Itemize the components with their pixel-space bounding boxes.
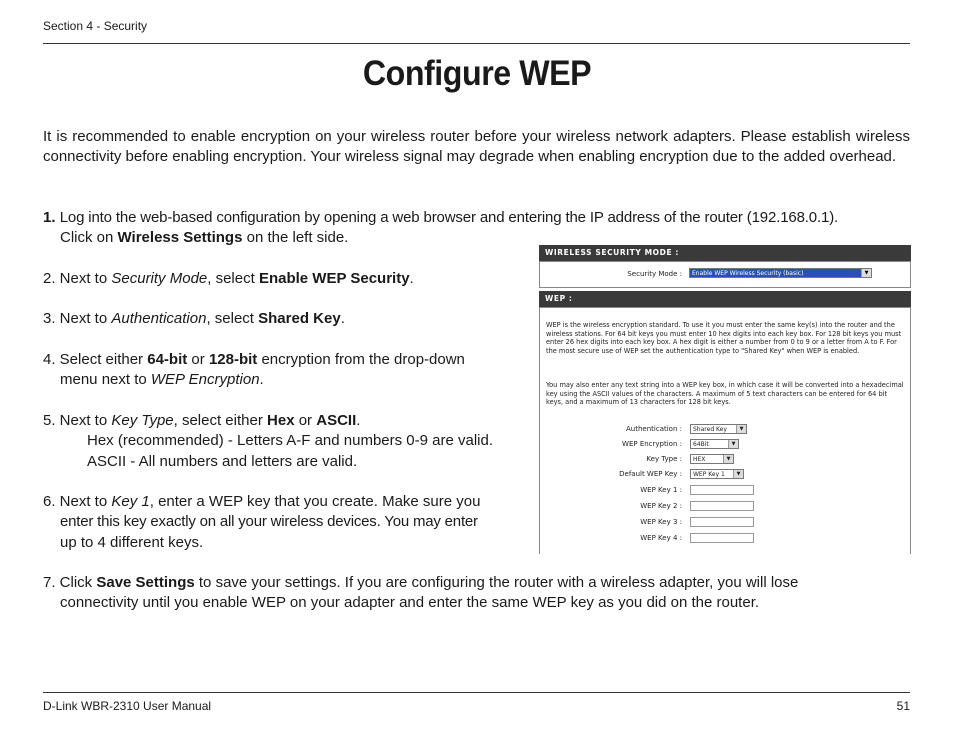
wep-key-4-label: WEP Key 4 : (640, 534, 682, 542)
step-2 (43, 269, 414, 289)
header-rule (43, 43, 910, 44)
router-screenshot (539, 243, 911, 554)
step-1-bold: Wireless Settings (117, 229, 243, 247)
step-5-mid: , select either (173, 412, 268, 429)
wep-encryption-select[interactable] (690, 439, 739, 449)
footer-rule (43, 692, 910, 693)
step-4 (43, 350, 523, 391)
step-4-pre: 4. Select either (43, 351, 148, 368)
step-5-bold-1: Hex (267, 412, 295, 429)
wep-key-1-input[interactable] (690, 485, 754, 495)
wep-encryption-value: 64Bit (693, 441, 709, 448)
security-mode-select[interactable] (689, 268, 872, 278)
wep-description-1: WEP is the wireless encryption standard. To use it you must enter the same key(s) into the router and the wireless stations. For 64 bit keys you must enter 10 hex digits into each key box. For 128 bit keys you must enter 26 hex digits into each key box. A hex digit is either a number from 0 to 9 or a letter from A to F. For the most secure use of WEP set the authentication type to "Shared Key" when WEP is enabled. (546, 321, 902, 355)
step-2-post: . (409, 270, 414, 287)
page-number: 51 (896, 699, 910, 713)
step-3-italic: Authentication (111, 310, 207, 327)
step-3-bold: Shared Key (258, 310, 341, 327)
step-5-pre: 5. Next to (43, 412, 112, 429)
chevron-down-icon: ▼ (861, 269, 871, 277)
security-mode-box (539, 261, 911, 288)
step-7-pre: 7. Click (43, 574, 97, 591)
chevron-down-icon: ▼ (736, 425, 746, 433)
wep-box (539, 307, 911, 554)
section-header: Section 4 - Security (43, 19, 148, 33)
step-1-number: 1. (43, 209, 56, 226)
step-6-pre: 6. Next to (43, 493, 112, 510)
chevron-down-icon: ▼ (723, 455, 733, 463)
wep-bar: WEP : (539, 291, 911, 307)
wep-key-4-input[interactable] (690, 533, 754, 543)
step-4-bold-2: 128-bit (208, 351, 258, 368)
default-wep-key-label: Default WEP Key : (619, 470, 682, 478)
key-type-label: Key Type : (646, 455, 682, 463)
step-5-bold-2: ASCII (316, 412, 357, 429)
step-6 (43, 492, 524, 553)
step-7-bold: Save Settings (96, 574, 195, 591)
step-1-text: Log into the web-based configuration by opening a web browser and entering the IP address of the router (192.168.0.1). (59, 209, 839, 226)
security-mode-label: Security Mode : (627, 270, 682, 278)
wep-key-1-label: WEP Key 1 : (640, 486, 682, 494)
step-3-mid: , select (206, 310, 259, 327)
step-4-mid: encryption from the drop-down (257, 351, 465, 368)
authentication-value: Shared Key (693, 426, 727, 433)
step-3-post: . (340, 310, 345, 327)
step-7-post: to save your settings. If you are configuring the router with a wireless adapter, you will lose (194, 574, 799, 591)
step-4-bold-1: 64-bit (147, 351, 188, 368)
wep-encryption-label: WEP Encryption : (622, 440, 682, 448)
step-6-italic: Key 1 (111, 493, 150, 510)
step-1-click: Click on (60, 229, 118, 247)
step-5-or: or (294, 412, 317, 429)
step-6-line3: up to 4 different keys. (60, 533, 204, 551)
step-5-ascii: ASCII - All numbers and letters are valid. (87, 452, 358, 470)
step-3-pre: 3. Next to (43, 310, 112, 327)
step-7 (43, 573, 911, 614)
footer-manual-name: D-Link WBR-2310 User Manual (43, 699, 212, 713)
default-wep-key-value: WEP Key 1 (693, 471, 725, 478)
step-5-hex: Hex (recommended) - Letters A-F and numbers 0-9 are valid. (87, 432, 494, 450)
chevron-down-icon: ▼ (733, 470, 743, 478)
step-5-post: . (356, 412, 361, 429)
step-2-pre: 2. Next to (43, 270, 112, 287)
step-2-mid: , select (207, 270, 259, 287)
step-4-line2: menu next to (60, 371, 151, 389)
step-4-or: or (187, 351, 209, 368)
wep-key-2-input[interactable] (690, 501, 754, 511)
intro-paragraph: It is recommended to enable encryption on your wireless router before your wireless network adapters. Please establish wireless connectivity before enabling encryption. Your wireless signal may degrade when enabling encryption due to the added overhead. (43, 128, 910, 166)
wep-description-2: You may also enter any text string into a WEP key box, in which case it will be converted into a hexadecimal key using the ASCII values of the characters. A maximum of 5 text characters can be entered for 64 bit keys, and a maximum of 13 characters for 128 bit keys. (546, 381, 904, 407)
step-6-line2: enter this key exactly on all your wireless devices. You may enter (60, 513, 478, 531)
chevron-down-icon: ▼ (728, 440, 738, 448)
default-wep-key-select[interactable] (690, 469, 744, 479)
security-mode-value: Enable WEP Wireless Security (basic) (692, 270, 804, 277)
step-7-line2: connectivity until you enable WEP on your adapter and enter the same WEP key as you did on the router. (60, 594, 760, 612)
step-4-post: . (259, 371, 264, 389)
step-2-italic: Security Mode (111, 270, 208, 287)
key-type-value: HEX (693, 456, 706, 463)
authentication-label: Authentication : (626, 425, 682, 433)
step-2-bold: Enable WEP Security (258, 270, 410, 287)
step-5-italic: Key Type (111, 412, 174, 429)
page-title: Configure WEP (362, 54, 592, 93)
wep-key-3-label: WEP Key 3 : (640, 518, 682, 526)
wep-key-3-input[interactable] (690, 517, 754, 527)
step-1-post: on the left side. (242, 229, 349, 247)
key-type-select[interactable] (690, 454, 734, 464)
wep-key-2-label: WEP Key 2 : (640, 502, 682, 510)
step-6-post: , enter a WEP key that you create. Make sure you (149, 493, 481, 510)
step-3 (43, 309, 345, 329)
step-5 (43, 411, 493, 472)
security-mode-bar: WIRELESS SECURITY MODE : (539, 245, 911, 261)
step-4-italic: WEP Encryption (150, 371, 260, 389)
authentication-select[interactable] (690, 424, 747, 434)
